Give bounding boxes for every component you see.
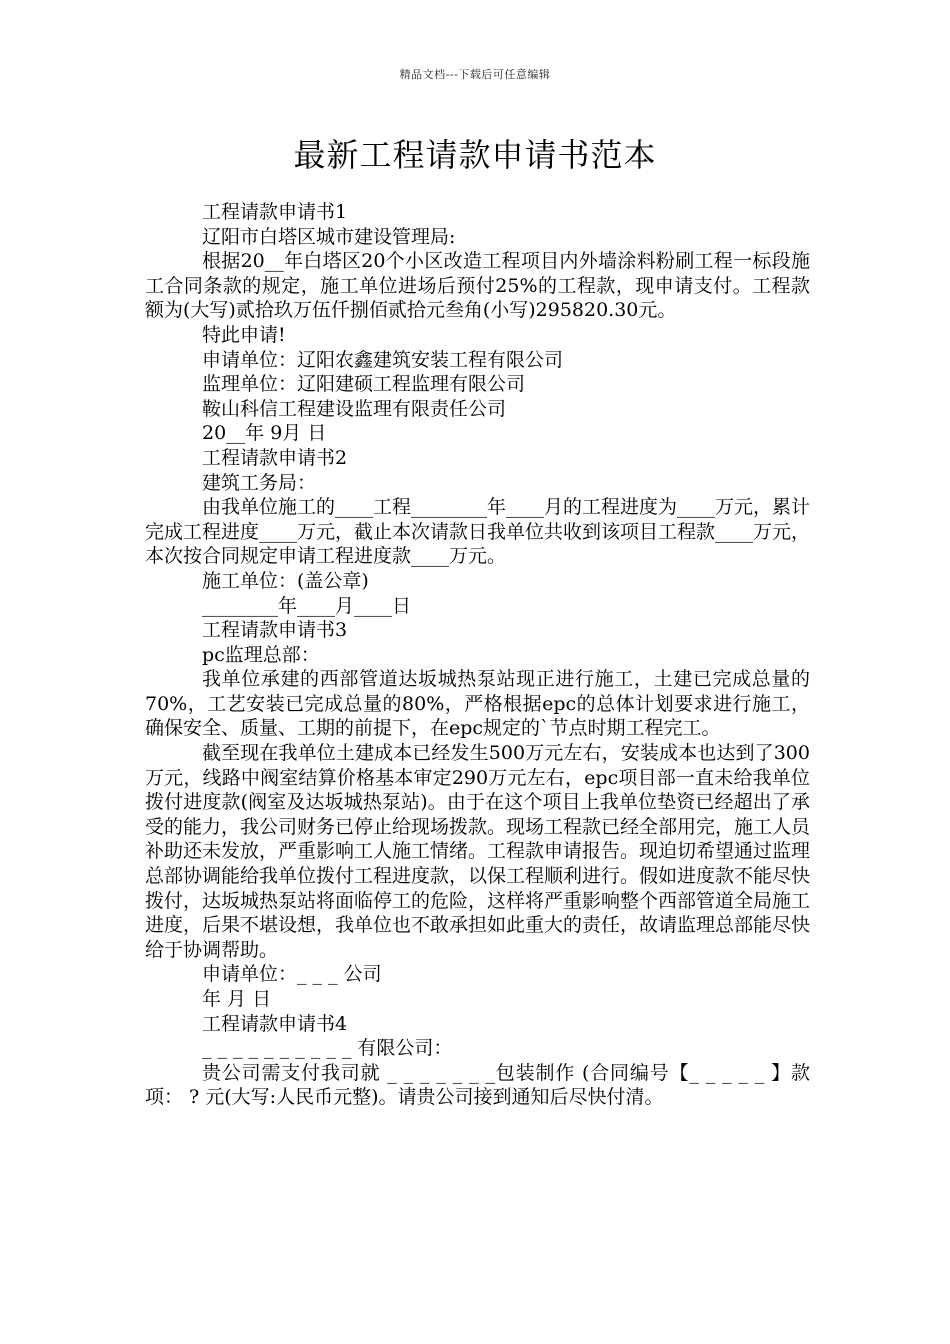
document-title: 最新工程请款申请书范本	[293, 136, 657, 174]
text-line: ________年____月____日	[202, 594, 412, 617]
text-line: 监理单位：辽阳建硕工程监理有限公司	[202, 373, 526, 396]
text-line: 辽阳市白塔区城市建设管理局:	[202, 225, 456, 248]
body-paragraph: 我单位承建的西部管道达坂城热泵站现正进行施工，土建已完成总量的70%，工艺安装已完成总量的80%，严格根据epc的总体计划要求进行施工，确保安全、质量、工期的前提下，在epc规定的`节点时期工程完工。	[145, 668, 810, 740]
document-body	[145, 200, 810, 1110]
text-line: 工程请款申请书1	[202, 201, 348, 223]
body-paragraph: 根据20__年白塔区20个小区改造工程项目内外墙涂料粉刷工程一标段施工合同条款的规定，施工单位进场后预付25%的工程款，现申请支付。工程款额为(大写)贰拾玖万伍仟捌佰贰拾元叁角(小写)295820.30元。	[145, 250, 810, 322]
page-header: 精品文档---下载后可任意编辑	[399, 68, 551, 81]
text-line: 申请单位：辽阳农鑫建筑安装工程有限公司	[202, 348, 564, 371]
text-line: pc监理总部：	[202, 643, 320, 666]
text-line: 工程请款申请书4	[202, 1012, 348, 1035]
text-line: 工程请款申请书2	[202, 446, 348, 469]
text-line: 工程请款申请书3	[202, 619, 348, 642]
text-line: _ _ _ _ _ _ _ _ _ _ 有限公司：	[202, 1037, 453, 1060]
text-line: 年 月 日	[202, 988, 272, 1010]
text-line: 特此申请!	[202, 323, 286, 346]
text-line: 申请单位：_ _ _ 公司	[202, 963, 382, 986]
body-paragraph: 截至现在我单位土建成本已经发生500万元左右，安装成本也达到了300万元，线路中阀室结算价格基本审定290万元左右，epc项目部一直未给我单位拨付进度款(阀室及达坂城热泵站)。由于在这个项目上我单位垫资已经超出了承受的能力，我公司财务已停止给现场拨款。现场工程款已经全部用完，施工人员补助还未发放，严重影响工人施工情绪。工程款申请报告。现迫切希望通过监理总部协调能给我单位拨付工程进度款，以保工程顺利进行。假如进度款不能尽快拨付，达坂城热泵站将面临停工的危险，这样将严重影响整个西部管道全局施工进度，后果不堪设想，我单位也不敢承担如此重大的责任，故请监理总部能尽快给于协调帮助。	[145, 742, 811, 961]
body-paragraph: 由我单位施工的____工程________年____月的工程进度为____万元，累计完成工程进度____万元，截止本次请款日我单位共收到该项目工程款____万元，本次按合同规定申请工程进度款____万元。	[145, 496, 811, 568]
body-paragraph: 贵公司需支付我司就 _ _ _ _ _ _ _包装制作 (合同编号【_ _ _ _ _ 】款项： ? 元(大写:人民币元整)。请贵公司接到通知后尽快付清。	[145, 1061, 810, 1109]
text-line: 建筑工务局：	[202, 471, 317, 494]
text-line: 20__年 9月 日	[202, 422, 327, 445]
text-line: 施工单位：(盖公章)	[202, 569, 369, 592]
text-line: 鞍山科信工程建设监理有限责任公司	[202, 397, 507, 420]
